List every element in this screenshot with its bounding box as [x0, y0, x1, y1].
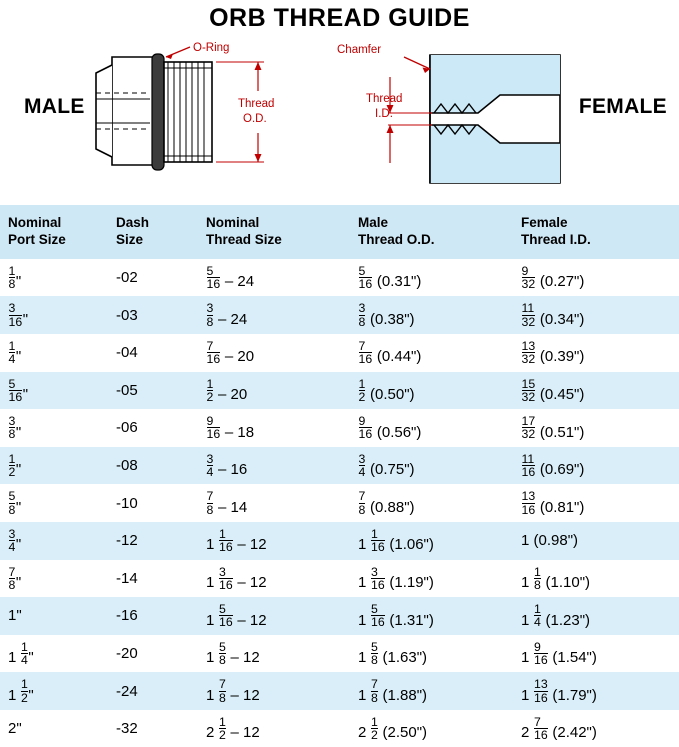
- cell-nominal-thread-size-text: $\frac{7}{8}$ – 14: [206, 489, 248, 517]
- cell-dash-size: [108, 484, 198, 522]
- cell-dash-size: [108, 296, 198, 334]
- table-row: [0, 560, 679, 598]
- table-row: [0, 409, 679, 447]
- cell-dash-size: [108, 522, 198, 560]
- cell-dash-size-text: -24: [116, 682, 138, 700]
- table-row: [0, 447, 679, 485]
- cell-nominal-thread-size-text: $\frac{7}{16}$ – 20: [206, 338, 255, 367]
- cell-dash-size-text: -05: [116, 381, 138, 399]
- header-line2: Thread I.D.: [521, 231, 591, 247]
- cell-male-thread-od: [350, 484, 513, 522]
- table-row: [0, 710, 679, 747]
- cell-nominal-thread-size: [198, 635, 350, 673]
- cell-male-thread-od-text: $\frac{7}{16}$ (0.44"): [358, 338, 422, 367]
- cell-male-thread-od: [350, 672, 513, 710]
- cell-dash-size-text: -06: [116, 419, 138, 437]
- cell-dash-size-text: -32: [116, 720, 138, 738]
- cell-male-thread-od-text: 1 $\frac{5}{8}$ (1.63"): [358, 639, 428, 667]
- cell-female-thread-id-text: $\frac{17}{32}$ (0.51"): [521, 414, 585, 442]
- annotation-thread-id-line2: I.D.: [375, 108, 393, 120]
- annotation-oring: O-Ring: [193, 42, 230, 54]
- header-line2: Thread Size: [206, 231, 282, 247]
- cell-nominal-thread-size-text: $\frac{5}{16}$ – 24: [206, 263, 255, 292]
- cell-dash-size-text: -03: [116, 306, 138, 324]
- cell-female-thread-id: [513, 372, 679, 410]
- cell-male-thread-od-text: $\frac{9}{16}$ (0.56"): [358, 414, 422, 442]
- cell-nominal-thread-size-text: $\frac{9}{16}$ – 18: [206, 414, 255, 442]
- cell-female-thread-id: [513, 447, 679, 485]
- cell-nominal-port-size-text: $\frac{3}{4}$ ": [8, 526, 22, 555]
- cell-nominal-port-size-text: $\frac{1}{2}$ ": [8, 451, 22, 480]
- cell-female-thread-id: [513, 597, 679, 635]
- cell-male-thread-od: [350, 334, 513, 372]
- cell-female-thread-id: [513, 409, 679, 447]
- cell-dash-size: [108, 447, 198, 485]
- cell-nominal-thread-size: [198, 560, 350, 598]
- cell-male-thread-od: [350, 447, 513, 485]
- cell-female-thread-id-text: $\frac{11}{32}$ (0.34"): [521, 301, 585, 329]
- cell-nominal-thread-size: [198, 597, 350, 635]
- cell-nominal-thread-size: [198, 409, 350, 447]
- annotation-chamfer: Chamfer: [337, 44, 382, 56]
- header-male-thread-od: [350, 205, 513, 259]
- header-line2: Port Size: [8, 231, 66, 247]
- cell-nominal-port-size-text: 1 $\frac{1}{2}$ ": [8, 677, 34, 705]
- cell-dash-size-text: -02: [116, 269, 138, 287]
- cell-male-thread-od-text: $\frac{5}{16}$ (0.31"): [358, 263, 422, 292]
- cell-nominal-thread-size-text: $\frac{3}{4}$ – 16: [206, 451, 248, 480]
- cell-dash-size-text: -14: [116, 569, 138, 587]
- header-line1: Nominal: [206, 215, 260, 230]
- table-row: [0, 597, 679, 635]
- cell-male-thread-od-text: 1 $\frac{7}{8}$ (1.88"): [358, 677, 428, 705]
- cell-male-thread-od: [350, 259, 513, 297]
- table-row: [0, 372, 679, 410]
- cell-female-thread-id-text: 1 $\frac{1}{4}$ (1.23"): [521, 602, 591, 630]
- cell-nominal-thread-size-text: 1 $\frac{1}{16}$ – 12: [206, 526, 267, 555]
- cell-male-thread-od: [350, 372, 513, 410]
- cell-male-thread-od: [350, 296, 513, 334]
- cell-male-thread-od-text: 1 $\frac{5}{16}$ (1.31"): [358, 602, 434, 630]
- cell-female-thread-id-text: $\frac{15}{32}$ (0.45"): [521, 376, 585, 404]
- cell-nominal-port-size: [0, 484, 108, 522]
- thread-diagram: [0, 35, 679, 205]
- cell-nominal-port-size: [0, 560, 108, 598]
- annotation-thread-id-line1: Thread: [366, 93, 403, 105]
- male-label: MALE: [24, 95, 85, 118]
- cell-nominal-port-size: [0, 259, 108, 297]
- cell-nominal-port-size-text: 1": [8, 607, 22, 625]
- cell-nominal-port-size: [0, 522, 108, 560]
- cell-male-thread-od: [350, 710, 513, 747]
- cell-female-thread-id: [513, 710, 679, 747]
- cell-dash-size: [108, 259, 198, 297]
- cell-dash-size: [108, 635, 198, 673]
- cell-nominal-port-size-text: $\frac{3}{16}$ ": [8, 301, 29, 329]
- cell-nominal-port-size-text: $\frac{1}{4}$ ": [8, 338, 22, 367]
- cell-nominal-port-size: [0, 635, 108, 673]
- cell-nominal-port-size: [0, 447, 108, 485]
- header-female-thread-id: [513, 205, 679, 259]
- annotation-thread-od-line1: Thread: [238, 98, 275, 110]
- cell-nominal-thread-size-text: 1 $\frac{5}{16}$ – 12: [206, 602, 267, 630]
- cell-nominal-thread-size-text: 2 $\frac{1}{2}$ – 12: [206, 714, 260, 743]
- cell-male-thread-od: [350, 560, 513, 598]
- cell-nominal-port-size: [0, 372, 108, 410]
- table-row: [0, 635, 679, 673]
- cell-male-thread-od-text: 1 $\frac{3}{16}$ (1.19"): [358, 564, 434, 592]
- cell-dash-size-text: -12: [116, 532, 138, 550]
- cell-female-thread-id-text: 1 (0.98"): [521, 532, 579, 550]
- cell-female-thread-id: [513, 560, 679, 598]
- cell-dash-size: [108, 597, 198, 635]
- cell-nominal-thread-size: [198, 372, 350, 410]
- orb-thread-table: [0, 205, 679, 747]
- cell-dash-size: [108, 334, 198, 372]
- table-row: [0, 672, 679, 710]
- page-title: ORB THREAD GUIDE: [209, 4, 470, 32]
- cell-dash-size: [108, 409, 198, 447]
- cell-male-thread-od-text: 1 $\frac{1}{16}$ (1.06"): [358, 526, 434, 555]
- cell-nominal-thread-size-text: $\frac{1}{2}$ – 20: [206, 376, 248, 404]
- cell-female-thread-id-text: $\frac{13}{32}$ (0.39"): [521, 338, 585, 367]
- cell-nominal-thread-size-text: 1 $\frac{7}{8}$ – 12: [206, 677, 260, 705]
- cell-nominal-port-size-text: 1 $\frac{1}{4}$ ": [8, 639, 34, 667]
- cell-nominal-thread-size-text: 1 $\frac{3}{16}$ – 12: [206, 564, 267, 592]
- cell-male-thread-od: [350, 635, 513, 673]
- cell-dash-size: [108, 560, 198, 598]
- cell-nominal-port-size-text: $\frac{5}{8}$ ": [8, 489, 22, 517]
- cell-female-thread-id-text: $\frac{11}{16}$ (0.69"): [521, 451, 585, 480]
- cell-dash-size-text: -20: [116, 644, 138, 662]
- cell-male-thread-od-text: 2 $\frac{1}{2}$ (2.50"): [358, 714, 428, 743]
- cell-female-thread-id-text: 2 $\frac{7}{16}$ (2.42"): [521, 714, 597, 743]
- cell-nominal-thread-size: [198, 296, 350, 334]
- cell-nominal-thread-size: [198, 710, 350, 747]
- cell-female-thread-id: [513, 259, 679, 297]
- diagram-area: [0, 35, 679, 205]
- cell-male-thread-od-text: $\frac{1}{2}$ (0.50"): [358, 376, 415, 404]
- cell-female-thread-id: [513, 635, 679, 673]
- cell-nominal-thread-size: [198, 484, 350, 522]
- cell-male-thread-od: [350, 409, 513, 447]
- table-row: [0, 484, 679, 522]
- header-nominal-port-size: [0, 205, 108, 259]
- cell-nominal-port-size: [0, 710, 108, 747]
- cell-nominal-thread-size: [198, 259, 350, 297]
- cell-male-thread-od-text: $\frac{7}{8}$ (0.88"): [358, 489, 415, 517]
- cell-nominal-thread-size: [198, 334, 350, 372]
- cell-nominal-port-size: [0, 672, 108, 710]
- cell-nominal-port-size-text: 2": [8, 720, 22, 738]
- cell-female-thread-id: [513, 484, 679, 522]
- cell-nominal-thread-size: [198, 447, 350, 485]
- header-line2: Size: [116, 231, 144, 247]
- cell-dash-size: [108, 710, 198, 747]
- cell-female-thread-id: [513, 296, 679, 334]
- header-line1: Male: [358, 215, 389, 230]
- header-line2: Thread O.D.: [358, 231, 435, 247]
- cell-nominal-port-size: [0, 334, 108, 372]
- cell-female-thread-id-text: 1 $\frac{1}{8}$ (1.10"): [521, 564, 591, 592]
- cell-male-thread-od: [350, 522, 513, 560]
- cell-nominal-thread-size: [198, 522, 350, 560]
- cell-dash-size-text: -16: [116, 607, 138, 625]
- cell-female-thread-id-text: $\frac{9}{32}$ (0.27"): [521, 263, 585, 292]
- cell-nominal-port-size-text: $\frac{1}{8}$ ": [8, 263, 22, 292]
- cell-dash-size-text: -04: [116, 344, 138, 362]
- cell-male-thread-od-text: $\frac{3}{4}$ (0.75"): [358, 451, 415, 480]
- header-line1: Nominal: [8, 215, 62, 230]
- table-header-row: [0, 205, 679, 259]
- cell-female-thread-id: [513, 334, 679, 372]
- cell-nominal-port-size-text: $\frac{3}{8}$ ": [8, 414, 22, 442]
- cell-female-thread-id-text: 1 $\frac{13}{16}$ (1.79"): [521, 677, 597, 705]
- female-port-drawing: [337, 44, 560, 183]
- cell-female-thread-id: [513, 672, 679, 710]
- cell-female-thread-id-text: 1 $\frac{9}{16}$ (1.54"): [521, 639, 597, 667]
- cell-nominal-port-size-text: $\frac{7}{8}$ ": [8, 564, 22, 592]
- cell-nominal-thread-size-text: $\frac{3}{8}$ – 24: [206, 301, 248, 329]
- cell-female-thread-id-text: $\frac{13}{16}$ (0.81"): [521, 489, 585, 517]
- cell-nominal-thread-size: [198, 672, 350, 710]
- header-nominal-thread-size: [198, 205, 350, 259]
- cell-nominal-port-size: [0, 597, 108, 635]
- table-row: [0, 334, 679, 372]
- cell-nominal-thread-size-text: 1 $\frac{5}{8}$ – 12: [206, 639, 260, 667]
- cell-male-thread-od: [350, 597, 513, 635]
- cell-dash-size-text: -10: [116, 494, 138, 512]
- cell-nominal-port-size: [0, 296, 108, 334]
- table-row: [0, 259, 679, 297]
- annotation-thread-od-line2: O.D.: [243, 113, 267, 125]
- header-line1: Dash: [116, 215, 150, 230]
- cell-dash-size: [108, 372, 198, 410]
- male-fitting-drawing: [96, 42, 274, 170]
- table-row: [0, 522, 679, 560]
- header-dash-size: [108, 205, 198, 259]
- cell-nominal-port-size-text: $\frac{5}{16}$ ": [8, 376, 29, 404]
- table-row: [0, 296, 679, 334]
- cell-female-thread-id: [513, 522, 679, 560]
- header-line1: Female: [521, 215, 568, 230]
- cell-male-thread-od-text: $\frac{3}{8}$ (0.38"): [358, 301, 415, 329]
- cell-dash-size-text: -08: [116, 457, 138, 475]
- cell-nominal-port-size: [0, 409, 108, 447]
- female-label: FEMALE: [578, 95, 667, 118]
- cell-dash-size: [108, 672, 198, 710]
